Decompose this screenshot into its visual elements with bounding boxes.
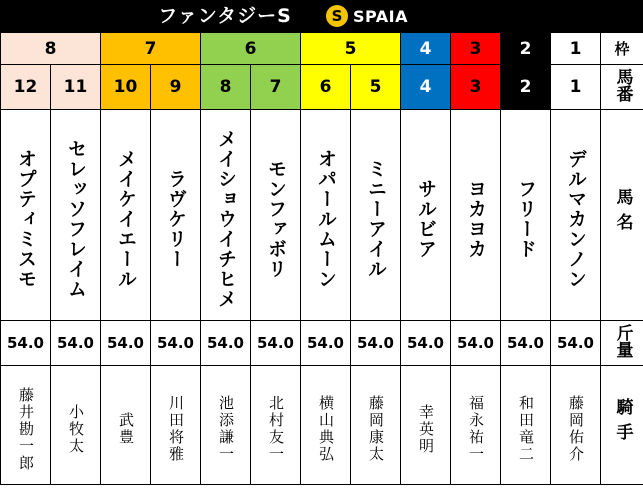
umaban-row — [1, 65, 643, 110]
horse-name: サルビア — [415, 179, 437, 259]
umaban-cell: 4 — [401, 65, 451, 110]
umaban-cell: 8 — [201, 65, 251, 110]
horse-name-cell — [1, 110, 51, 321]
kinryo-cell: 54.0 — [101, 321, 151, 366]
horse-name: フリード — [515, 179, 537, 259]
jockey-cell — [501, 366, 551, 485]
horse-name-cell — [551, 110, 601, 321]
umaban-cell: 9 — [151, 65, 201, 110]
jockey-cell — [551, 366, 601, 485]
horse-name-cell — [401, 110, 451, 321]
horse-name: デルマカンノン — [565, 149, 587, 289]
kinryo-cell: 54.0 — [501, 321, 551, 366]
waku-5: 5 — [301, 33, 401, 65]
jockey-cell — [201, 366, 251, 485]
waku-6: 6 — [201, 33, 301, 65]
horse-name: オパールムーン — [315, 149, 337, 289]
waku-3: 3 — [451, 33, 501, 65]
horse-name: ミニーアイル — [365, 159, 387, 279]
waku-8: 8 — [1, 33, 101, 65]
jockey-label: 騎手 — [601, 366, 643, 485]
kinryo-label: 斤量 — [601, 321, 643, 366]
horse-name: メイケイエール — [115, 149, 137, 289]
entry-table — [0, 32, 643, 485]
waku-label: 枠 — [601, 33, 643, 65]
umaban-cell: 6 — [301, 65, 351, 110]
horse-name-cell — [51, 110, 101, 321]
horse-name-cell — [351, 110, 401, 321]
kinryo-cell: 54.0 — [301, 321, 351, 366]
jockey-name: 幸英明 — [417, 403, 435, 455]
header-bar — [0, 0, 643, 32]
umaban-label: 馬番 — [601, 65, 643, 110]
horse-name-cell — [501, 110, 551, 321]
jockey-name: 小牧太 — [67, 403, 85, 455]
horse-name: セレッソフレイム — [65, 139, 87, 299]
kinryo-cell: 54.0 — [201, 321, 251, 366]
jockey-name: 北村友一 — [267, 395, 285, 463]
umaban-cell: 12 — [1, 65, 51, 110]
kinryo-cell: 54.0 — [401, 321, 451, 366]
jockey-name: 藤井勘一郎 — [17, 386, 35, 472]
umaban-cell: 10 — [101, 65, 151, 110]
horse-name-cell — [151, 110, 201, 321]
umaban-cell: 3 — [451, 65, 501, 110]
horse-name: オプティミスモ — [15, 149, 37, 289]
jockey-row — [1, 366, 643, 485]
horse-name: ラヴケリー — [165, 169, 187, 269]
jockey-name: 藤岡佑介 — [567, 395, 585, 463]
kinryo-cell: 54.0 — [551, 321, 601, 366]
umaban-cell: 11 — [51, 65, 101, 110]
horse-name-cell — [101, 110, 151, 321]
waku-1: 1 — [551, 33, 601, 65]
horse-name-cell — [301, 110, 351, 321]
jockey-cell — [301, 366, 351, 485]
jockey-name: 池添謙一 — [217, 395, 235, 463]
kinryo-cell: 54.0 — [51, 321, 101, 366]
horse-name: モンファボリ — [265, 159, 287, 279]
umaban-cell: 1 — [551, 65, 601, 110]
brand — [326, 4, 408, 28]
jockey-name: 和田竜二 — [517, 395, 535, 463]
jockey-name: 藤岡康太 — [367, 395, 385, 463]
horse-name: メイショウイチヒメ — [215, 129, 237, 309]
jockey-cell — [251, 366, 301, 485]
horse-name: ヨカヨカ — [465, 179, 487, 259]
jockey-cell — [51, 366, 101, 485]
waku-2: 2 — [501, 33, 551, 65]
kinryo-row — [1, 321, 643, 366]
jockey-cell — [1, 366, 51, 485]
horse-name-cell — [251, 110, 301, 321]
waku-4: 4 — [401, 33, 451, 65]
kinryo-cell: 54.0 — [151, 321, 201, 366]
brand-name: SPAIA — [353, 6, 408, 26]
jockey-name: 横山典弘 — [317, 395, 335, 463]
kinryo-cell: 54.0 — [451, 321, 501, 366]
jockey-cell — [151, 366, 201, 485]
horse-name-cell — [451, 110, 501, 321]
race-title: ファンタジーS — [158, 5, 292, 27]
umaban-cell: 7 — [251, 65, 301, 110]
jockey-name: 川田将雅 — [167, 395, 185, 463]
jockey-cell — [451, 366, 501, 485]
jockey-name: 武豊 — [117, 412, 135, 446]
jockey-name: 福永祐一 — [467, 395, 485, 463]
jockey-cell — [401, 366, 451, 485]
name-row — [1, 110, 643, 321]
kinryo-cell: 54.0 — [1, 321, 51, 366]
jockey-cell — [101, 366, 151, 485]
horse-name-cell — [201, 110, 251, 321]
name-label: 馬名 — [601, 110, 643, 321]
waku-row — [1, 33, 643, 65]
kinryo-cell: 54.0 — [251, 321, 301, 366]
umaban-cell: 2 — [501, 65, 551, 110]
kinryo-cell: 54.0 — [351, 321, 401, 366]
spaia-logo-icon: S — [326, 5, 348, 27]
waku-7: 7 — [101, 33, 201, 65]
jockey-cell — [351, 366, 401, 485]
umaban-cell: 5 — [351, 65, 401, 110]
